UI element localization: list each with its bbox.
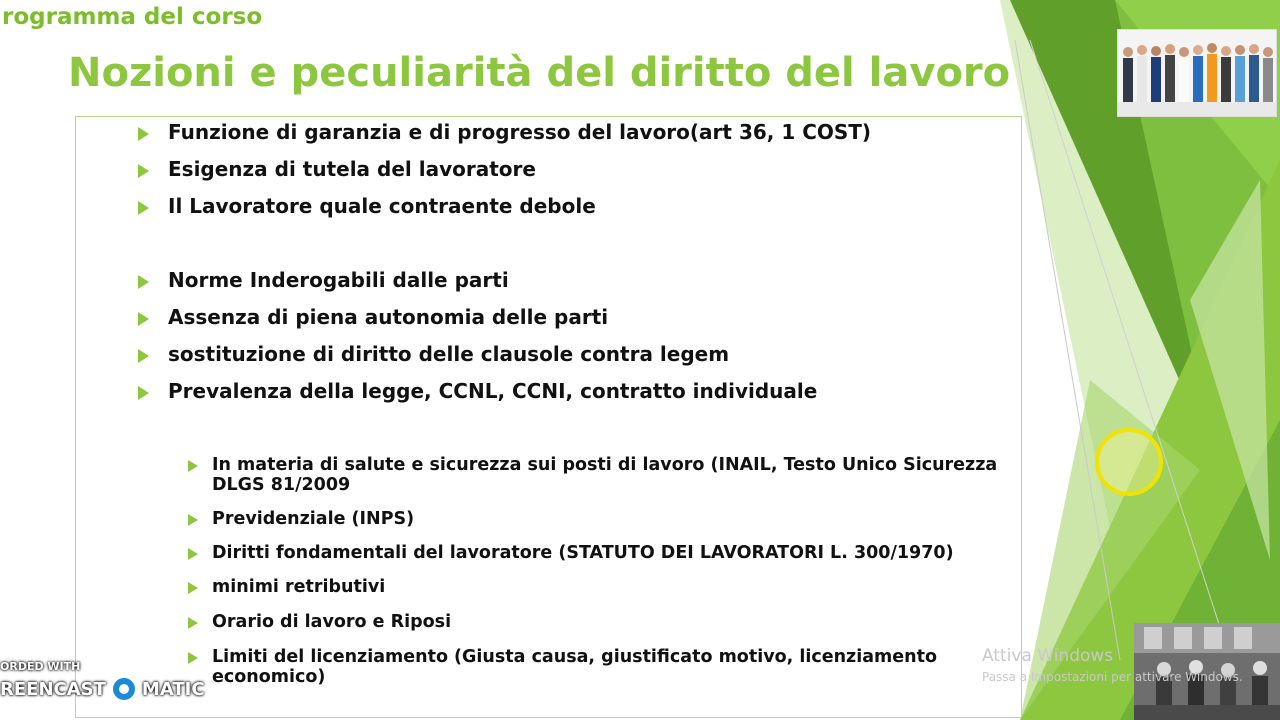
sub-bullet-item bbox=[188, 647, 1003, 687]
windows-activation-watermark bbox=[982, 646, 1243, 684]
sub-bullet-item bbox=[188, 612, 1003, 632]
triangle-right-icon bbox=[188, 548, 198, 560]
cursor-highlight bbox=[1095, 428, 1163, 496]
workers-photo bbox=[1117, 29, 1277, 117]
sub-bullet-item bbox=[188, 543, 1003, 563]
bullet-item bbox=[138, 305, 608, 329]
sub-bullet-text: In materia di salute e sicurezza sui posti di lavoro (INAIL, Testo Unico Sicurezza DLGS 81/2009 bbox=[212, 455, 998, 495]
triangle-right-icon bbox=[138, 201, 149, 215]
bullet-item bbox=[138, 379, 817, 403]
sub-bullet-item bbox=[188, 455, 1003, 495]
bullet-text: Il Lavoratore quale contraente debole bbox=[168, 194, 596, 218]
bullet-text: sostituzione di diritto delle clausole contra legem bbox=[168, 342, 730, 366]
sub-bullet-text: Limiti del licenziamento (Giusta causa, giustificato motivo, licenziamento economico) bbox=[212, 647, 938, 687]
triangle-right-icon bbox=[138, 386, 149, 400]
bullet-item bbox=[138, 268, 509, 292]
sub-bullet-item bbox=[188, 577, 1003, 597]
triangle-right-icon bbox=[138, 275, 149, 289]
content-box bbox=[75, 116, 1022, 718]
screencast-logo-icon bbox=[110, 675, 138, 703]
watermark-title: Attiva Windows bbox=[982, 646, 1114, 666]
bullet-item bbox=[138, 157, 536, 181]
screencast-recorder-badge bbox=[0, 660, 205, 703]
triangle-right-icon bbox=[188, 460, 198, 472]
triangle-right-icon bbox=[138, 164, 149, 178]
bullet-item bbox=[138, 120, 871, 144]
bullet-text: Funzione di garanzia e di progresso del lavoro(art 36, 1 COST) bbox=[168, 120, 872, 144]
bullet-text: Norme Inderogabili dalle parti bbox=[168, 268, 509, 292]
bullet-item bbox=[138, 342, 729, 366]
bullet-item bbox=[138, 194, 596, 218]
triangle-right-icon bbox=[188, 582, 198, 594]
sub-bullet-text: Orario di lavoro e Riposi bbox=[212, 612, 452, 632]
triangle-right-icon bbox=[188, 617, 198, 629]
triangle-right-icon bbox=[188, 514, 198, 526]
triangle-right-icon bbox=[138, 349, 149, 363]
recorder-word-right: MATIC bbox=[141, 678, 205, 700]
bullet-text: Assenza di piena autonomia delle parti bbox=[168, 305, 609, 329]
sub-bullet-text: minimi retributivi bbox=[212, 577, 386, 597]
sub-bullet-item bbox=[188, 509, 1003, 529]
triangle-right-icon bbox=[138, 312, 149, 326]
section-title: rogramma del corso bbox=[2, 4, 263, 30]
slide-title: Nozioni e peculiarità del diritto del lavoro bbox=[68, 50, 1011, 96]
watermark-subtitle: Passa a Impostazioni per attivare Windows. bbox=[982, 670, 1243, 684]
recorder-caption: ORDED WITH bbox=[0, 660, 81, 673]
triangle-right-icon bbox=[138, 127, 149, 141]
sub-bullet-text: Previdenziale (INPS) bbox=[212, 509, 415, 529]
bullet-text: Prevalenza della legge, CCNL, CCNI, contratto individuale bbox=[168, 379, 818, 403]
recorder-word-left: REENCAST bbox=[0, 678, 106, 700]
bullet-text: Esigenza di tutela del lavoratore bbox=[168, 157, 536, 181]
sub-bullet-text: Diritti fondamentali del lavoratore (STATUTO DEI LAVORATORI L. 300/1970) bbox=[212, 543, 954, 563]
